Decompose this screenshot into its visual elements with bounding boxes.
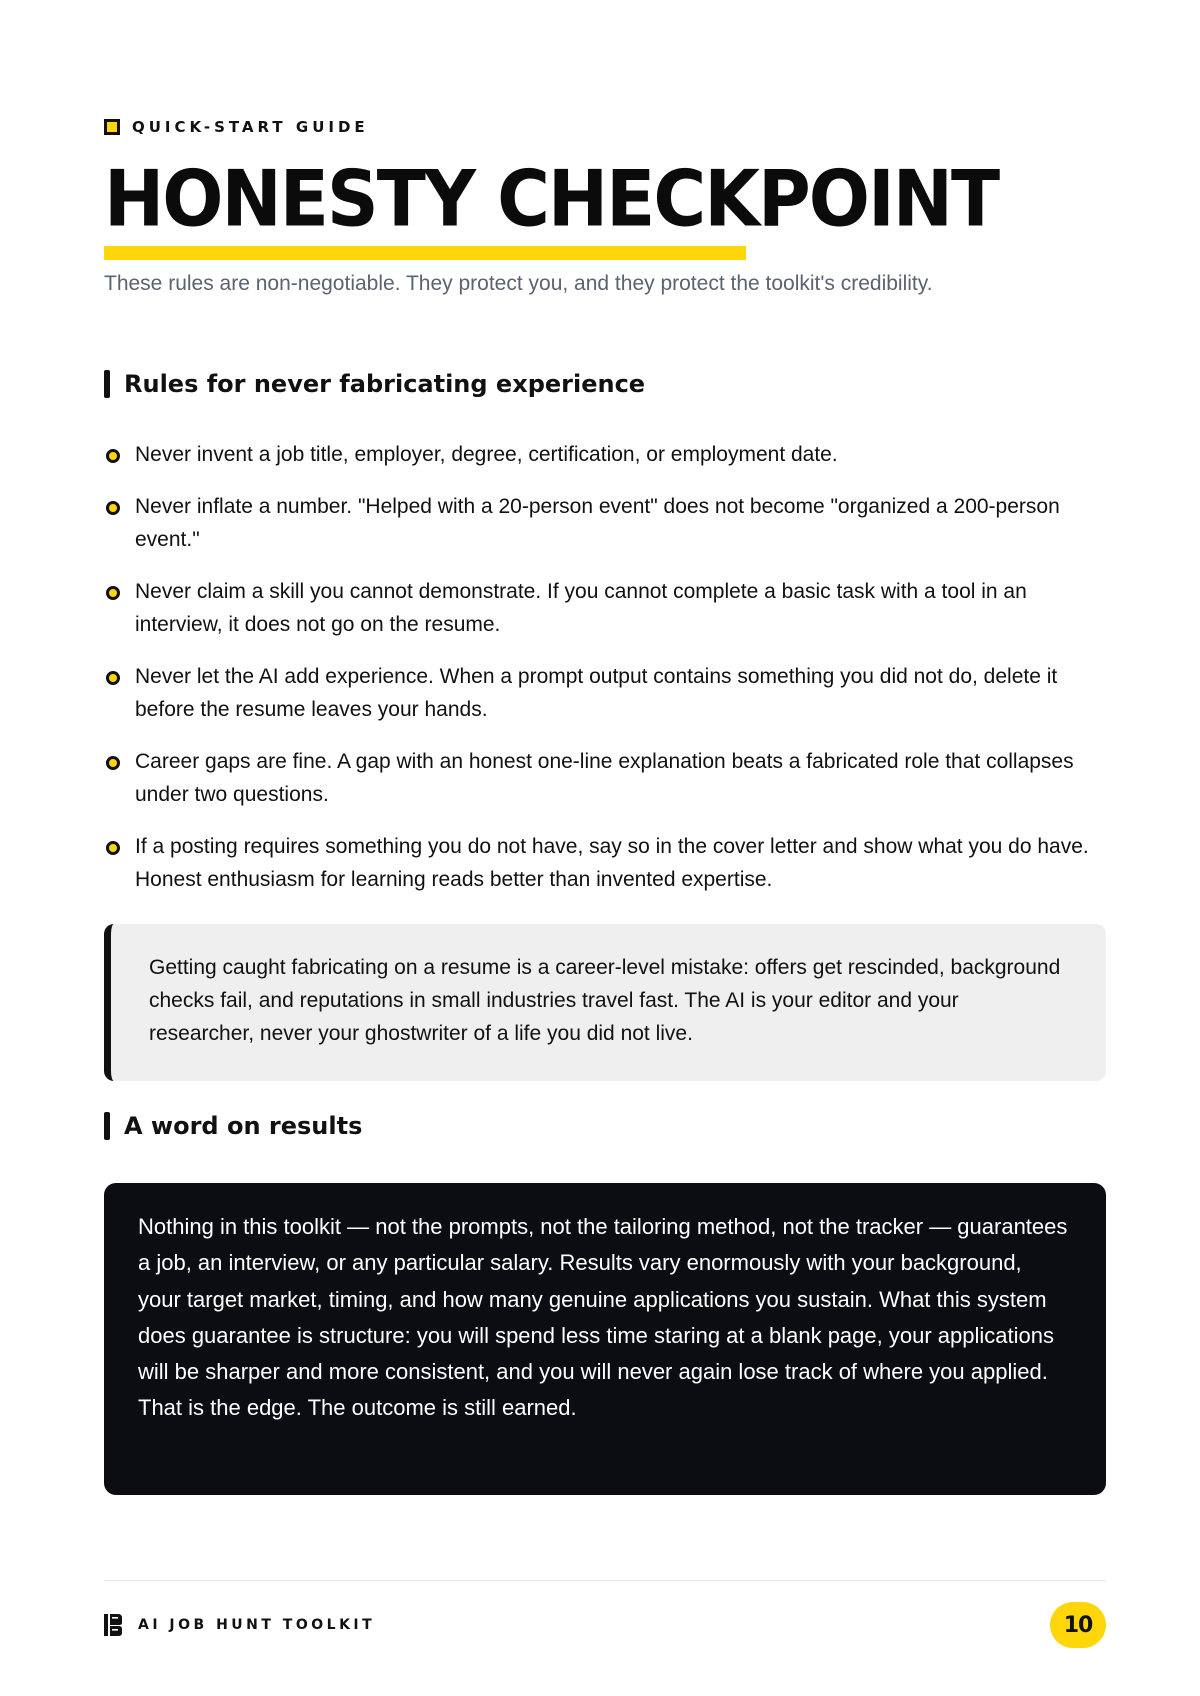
list-item bbox=[104, 575, 1114, 641]
rule-text: Never let the AI add experience. When a prompt output contains something you did not do, delete it before the resume leaves your hands. bbox=[135, 665, 1058, 721]
results-panel bbox=[104, 1183, 1106, 1495]
circle-bullet-icon bbox=[106, 671, 120, 685]
warning-callout bbox=[104, 924, 1106, 1081]
book-icon bbox=[104, 1614, 122, 1636]
list-item bbox=[104, 438, 1114, 471]
circle-bullet-icon bbox=[106, 756, 120, 770]
kicker bbox=[104, 117, 369, 137]
circle-bullet-icon bbox=[106, 501, 120, 515]
title-highlight bbox=[104, 246, 746, 260]
list-item bbox=[104, 830, 1114, 896]
section-title: Rules for never fabricating experience bbox=[124, 370, 646, 398]
page-subtitle: These rules are non-negotiable. They protect you, and they protect the toolkit's credibility. bbox=[104, 272, 933, 295]
section-heading-results bbox=[104, 1112, 362, 1140]
kicker-label: QUICK-START GUIDE bbox=[132, 118, 369, 136]
circle-bullet-icon bbox=[106, 841, 120, 855]
rule-text: Never invent a job title, employer, degree, certification, or employment date. bbox=[135, 443, 838, 466]
footer-divider bbox=[104, 1580, 1106, 1581]
circle-bullet-icon bbox=[106, 586, 120, 600]
circle-bullet-icon bbox=[106, 449, 120, 463]
page-title: HONESTY CHECKPOINT bbox=[104, 153, 999, 244]
section-heading-rules bbox=[104, 370, 645, 398]
section-bar-icon bbox=[104, 370, 110, 398]
rule-text: Never inflate a number. "Helped with a 20-person event" does not become "organized a 200-person event." bbox=[135, 495, 1060, 551]
rule-text: If a posting requires something you do not have, say so in the cover letter and show what you do have. Honest enthusiasm for learning reads better than invented expertise. bbox=[135, 835, 1089, 891]
square-icon bbox=[104, 119, 120, 135]
list-item bbox=[104, 660, 1114, 726]
rules-list bbox=[104, 438, 1114, 896]
results-text: Nothing in this toolkit — not the prompts, not the tailoring method, not the tracker — guarantees a job, an interview, or any particular salary. Results vary enormously with your background, your target market, timing, and how many genuine applications you sustain. What this system does guarantee is structure: you will spend less time staring at a blank page, your applications will be sharper and more consistent, and you will never again lose track of where you applied. That is the edge. The outcome is still earned. bbox=[138, 1214, 1068, 1421]
footer-brand-label: AI JOB HUNT TOOLKIT bbox=[138, 1617, 376, 1633]
rule-text: Career gaps are fine. A gap with an honest one-line explanation beats a fabricated role that collapses under two questions. bbox=[135, 750, 1074, 806]
rule-text: Never claim a skill you cannot demonstrate. If you cannot complete a basic task with a tool in an interview, it does not go on the resume. bbox=[135, 580, 1027, 636]
list-item bbox=[104, 490, 1114, 556]
page-number-badge: 10 bbox=[1050, 1602, 1106, 1648]
list-item bbox=[104, 745, 1114, 811]
footer-brand bbox=[104, 1614, 375, 1636]
callout-text: Getting caught fabricating on a resume is a career-level mistake: offers get rescinded, background checks fail, and reputations in small industries travel fast. The AI is your editor and your researcher, never your ghostwriter of a life you did not live. bbox=[149, 956, 1061, 1045]
title-block bbox=[104, 152, 999, 244]
section-bar-icon bbox=[104, 1112, 110, 1140]
section-title: A word on results bbox=[124, 1112, 363, 1140]
